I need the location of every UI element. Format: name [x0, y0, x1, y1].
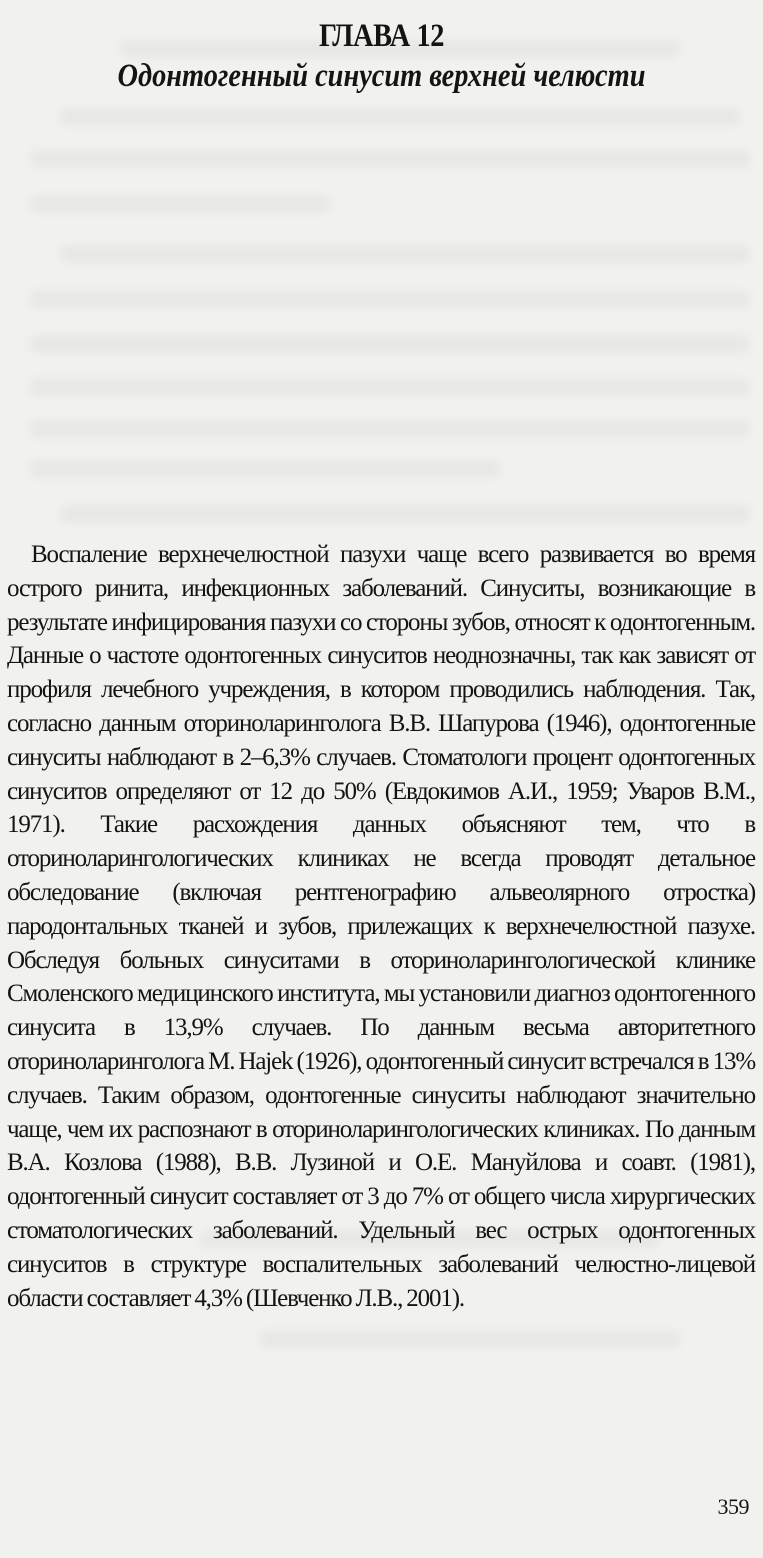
- body-paragraph: Воспаление верхнечелюстной пазухи чаще всего развивается во время острого ринита, инфекционных заболеваний. Синуситы, возникающие в результате инфицирования пазухи со стороны зубов, относят к одонтогенным. Данные о частоте одонтогенных синуситов неоднозначны, так как зависят от профиля лечебного учреждения, в котором проводились наблюдения. Так, согласно данным оториноларинголога В.В. Шапурова (1946), одонтогенные синуситы наблюдают в 2–6,3% случаев. Стоматологи процент одонтогенных синуситов определяют от 12 до 50% (Евдокимов А.И., 1959; Уваров В.М., 1971). Такие расхождения данных объясняют тем, что в оториноларингологических клиниках не всегда проводят детальное обследование (включая рентгенографию альвеолярного отростка) пародонтальных тканей и зубов, прилежащих к верхнечелюстной пазухе. Обследуя больных синуситами в оториноларингологической клинике Смоленского медицинского института, мы установили диагноз одонтогенного синусита в 13,9% случаев. По данным весьма авторитетного оториноларинголога M. Hajek (1926), одонтогенный синусит встречался в 13% случаев. Таким образом, одонтогенные синуситы наблюдают значительно чаще, чем их распознают в оториноларингологических клиниках. По данным В.А. Козлова (1988), В.В. Лузиной и О.Е. Мануйлова и соавт. (1981), одонтогенный синусит составляет от 3 до 7% от общего числа хирургических стоматологических заболеваний. Удельный вес острых одонтогенных синуситов в структуре воспалительных заболеваний челюстно-лицевой области составляет 4,3% (Шевченко Л.В., 2001).: [7, 541, 755, 1312]
- page-number: 359: [717, 1494, 749, 1519]
- chapter-number: ГЛАВА 12: [318, 18, 445, 54]
- chapter-header: [0, 16, 763, 96]
- chapter-title: Одонтогенный синусит верхней челюсти: [117, 58, 646, 94]
